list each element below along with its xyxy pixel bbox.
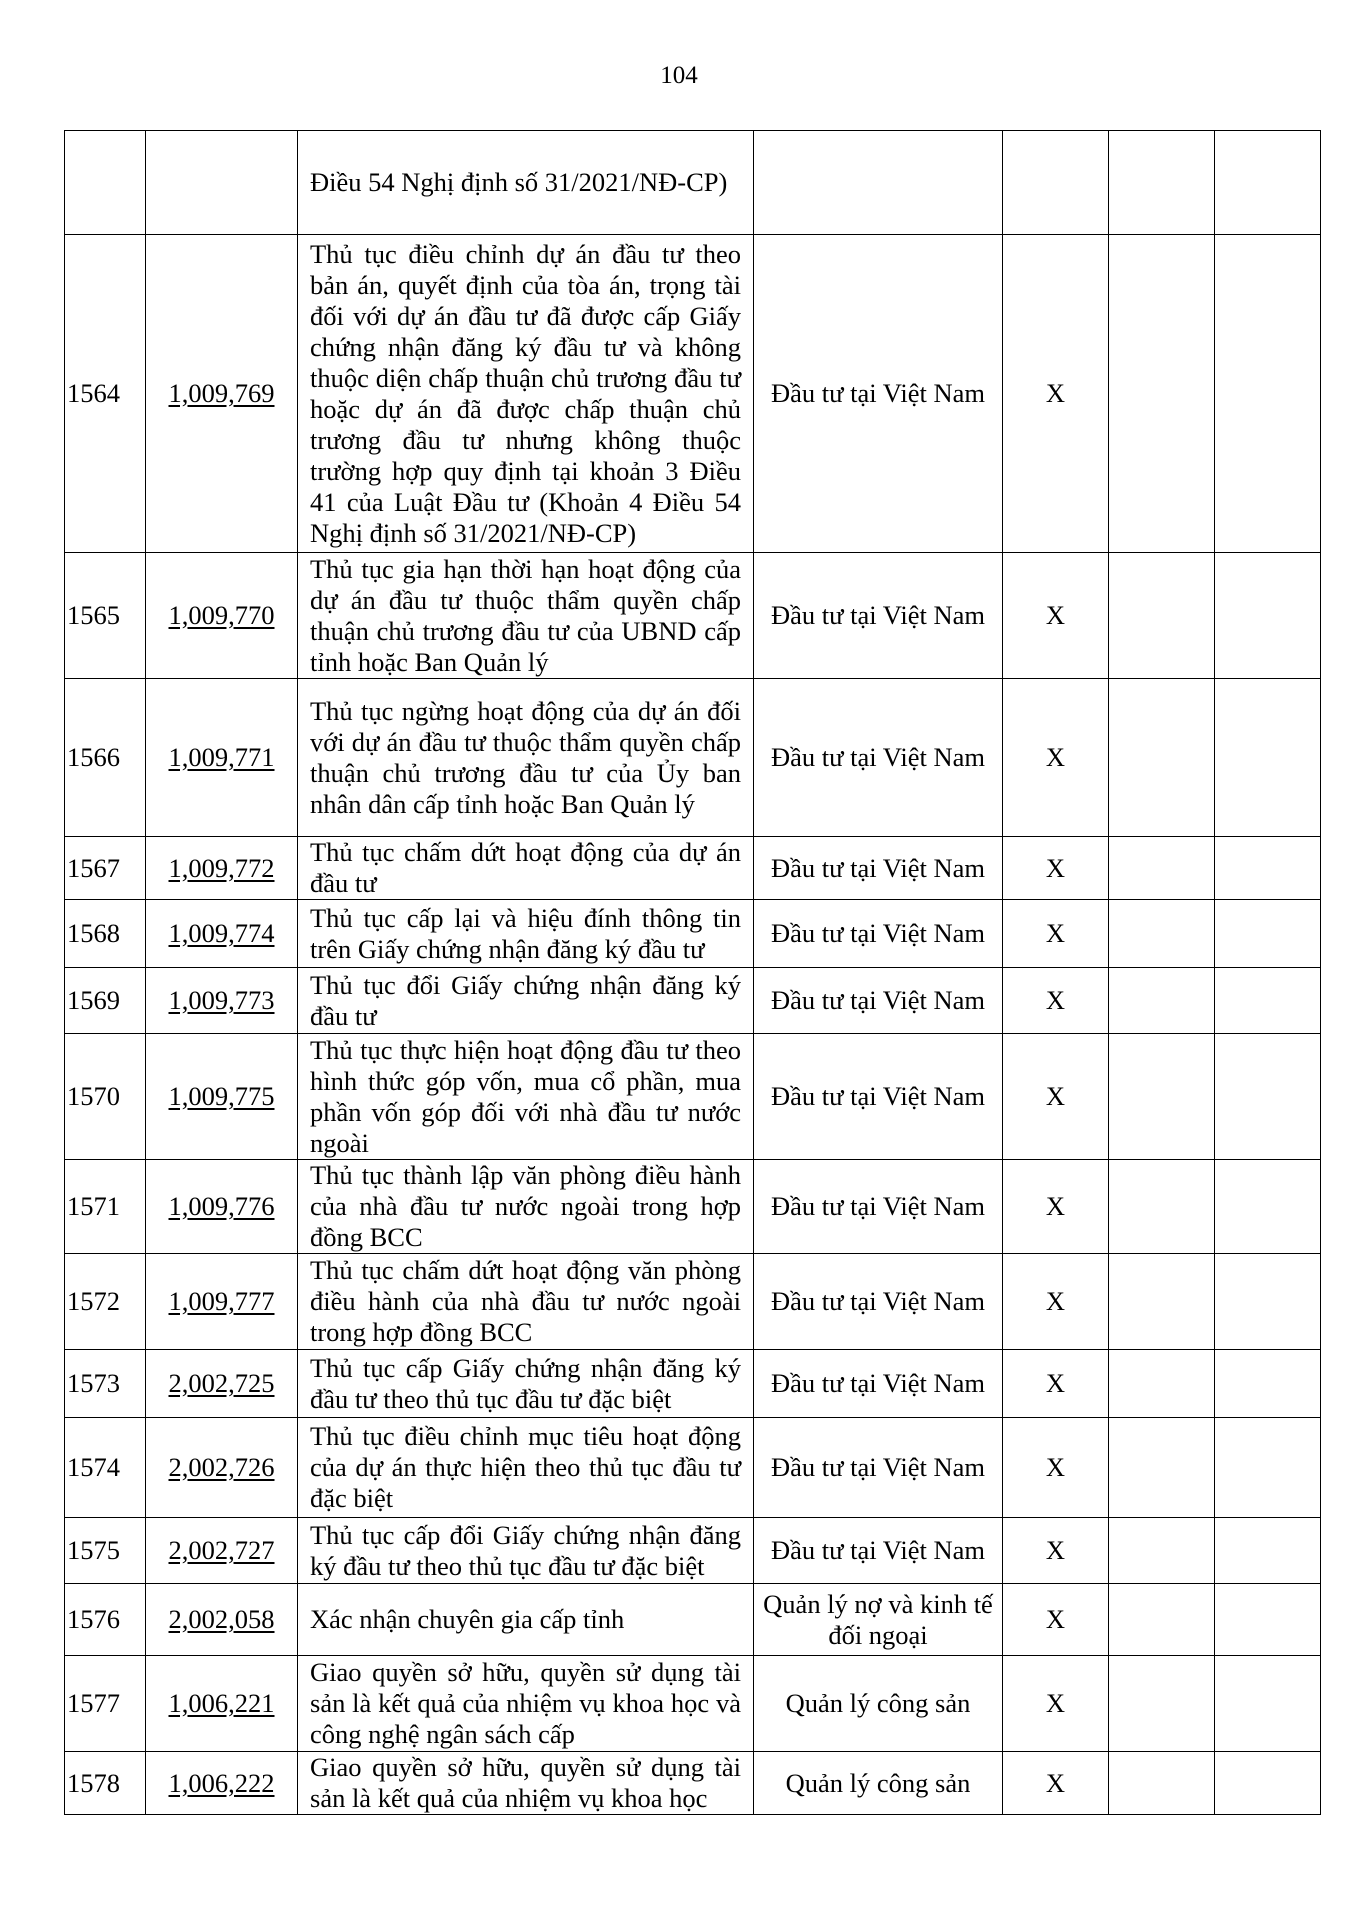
field-cell: Đầu tư tại Việt Nam	[754, 1160, 1003, 1254]
row-number-cell: 1567	[65, 837, 146, 900]
level-mark-cell: X	[1003, 900, 1109, 968]
table-row	[65, 235, 1321, 553]
procedure-name-cell: Thủ tục điều chỉnh dự án đầu tư theo bản án, quyết định của tòa án, trọng tài đối với dự án đầu tư đã được cấp Giấy chứng nhận đăng ký đầu tư và không thuộc diện chấp thuận chủ trương đầu tư hoặc dự án đã được chấp thuận chủ trương đầu tư nhưng không thuộc trường hợp quy định tại khoản 3 Điều 41 của Luật Đầu tư (Khoản 4 Điều 54 Nghị định số 31/2021/NĐ-CP)	[298, 235, 754, 553]
empty-cell	[1215, 235, 1321, 553]
procedure-name-cell: Xác nhận chuyên gia cấp tỉnh	[298, 1584, 754, 1656]
procedure-name-cell: Thủ tục đổi Giấy chứng nhận đăng ký đầu tư	[298, 968, 754, 1034]
empty-cell	[1109, 1418, 1215, 1518]
table-row	[65, 900, 1321, 968]
procedure-code-cell-text: 2,002,726	[168, 1452, 275, 1482]
procedure-code-cell	[146, 1254, 298, 1350]
procedure-code-cell-text: 1,009,770	[168, 600, 275, 630]
level-mark-cell: X	[1003, 1254, 1109, 1350]
field-cell: Đầu tư tại Việt Nam	[754, 1518, 1003, 1584]
row-number-cell: 1565	[65, 553, 146, 679]
level-mark-cell: X	[1003, 837, 1109, 900]
row-number-cell: 1576	[65, 1584, 146, 1656]
level-mark-cell: X	[1003, 1034, 1109, 1160]
level-mark-cell: X	[1003, 1752, 1109, 1815]
procedure-code-cell	[146, 837, 298, 900]
empty-cell	[1109, 131, 1215, 235]
empty-cell	[1215, 837, 1321, 900]
empty-cell	[1109, 1584, 1215, 1656]
procedure-code-cell-text: 1,009,773	[168, 985, 275, 1015]
level-mark-cell: X	[1003, 679, 1109, 837]
procedure-code-cell-text: 1,006,221	[168, 1688, 275, 1718]
field-cell: Đầu tư tại Việt Nam	[754, 837, 1003, 900]
field-cell: Đầu tư tại Việt Nam	[754, 968, 1003, 1034]
procedure-code-cell	[146, 1656, 298, 1752]
field-cell: Đầu tư tại Việt Nam	[754, 553, 1003, 679]
procedure-code-cell	[146, 968, 298, 1034]
row-number-cell: 1570	[65, 1034, 146, 1160]
procedure-code-cell-text: 2,002,725	[168, 1368, 275, 1398]
table-row	[65, 1518, 1321, 1584]
level-mark-cell: X	[1003, 1518, 1109, 1584]
procedure-name-cell: Thủ tục chấm dứt hoạt động của dự án đầu tư	[298, 837, 754, 900]
procedure-name-cell: Thủ tục ngừng hoạt động của dự án đối với dự án đầu tư thuộc thẩm quyền chấp thuận chủ trương đầu tư của Ủy ban nhân dân cấp tỉnh hoặc Ban Quản lý	[298, 679, 754, 837]
field-cell: Đầu tư tại Việt Nam	[754, 235, 1003, 553]
row-number-cell: 1574	[65, 1418, 146, 1518]
procedure-name-cell: Thủ tục gia hạn thời hạn hoạt động của dự án đầu tư thuộc thẩm quyền chấp thuận chủ trương đầu tư của UBND cấp tỉnh hoặc Ban Quản lý	[298, 553, 754, 679]
field-cell: Quản lý nợ và kinh tế đối ngoại	[754, 1584, 1003, 1656]
empty-cell	[1109, 1160, 1215, 1254]
procedure-code-cell-text: 1,009,774	[168, 918, 275, 948]
procedure-code-cell	[146, 1752, 298, 1815]
procedure-table	[64, 130, 1321, 1815]
procedure-name-cell: Điều 54 Nghị định số 31/2021/NĐ-CP)	[298, 131, 754, 235]
empty-cell	[1215, 1254, 1321, 1350]
field-cell: Đầu tư tại Việt Nam	[754, 1418, 1003, 1518]
table-row	[65, 1160, 1321, 1254]
empty-cell	[1109, 900, 1215, 968]
procedure-code-cell	[146, 131, 298, 235]
field-cell: Đầu tư tại Việt Nam	[754, 900, 1003, 968]
empty-cell	[1109, 837, 1215, 900]
empty-cell	[1215, 1518, 1321, 1584]
field-cell: Đầu tư tại Việt Nam	[754, 1254, 1003, 1350]
procedure-code-cell-text: 2,002,058	[168, 1604, 275, 1634]
empty-cell	[1215, 900, 1321, 968]
procedure-code-cell-text: 1,009,775	[168, 1081, 275, 1111]
row-number-cell: 1568	[65, 900, 146, 968]
level-mark-cell: X	[1003, 1418, 1109, 1518]
empty-cell	[1109, 968, 1215, 1034]
procedure-name-cell: Giao quyền sở hữu, quyền sử dụng tài sản là kết quả của nhiệm vụ khoa học và công nghệ ngân sách cấp	[298, 1656, 754, 1752]
procedure-code-cell-text: 1,006,222	[168, 1767, 275, 1798]
procedure-code-cell	[146, 900, 298, 968]
row-number-cell: 1577	[65, 1656, 146, 1752]
empty-cell	[1109, 1034, 1215, 1160]
level-mark-cell: X	[1003, 553, 1109, 679]
procedure-name-cell: Thủ tục thành lập văn phòng điều hành của nhà đầu tư nước ngoài trong hợp đồng BCC	[298, 1160, 754, 1254]
procedure-name-cell: Thủ tục điều chỉnh mục tiêu hoạt động của dự án thực hiện theo thủ tục đầu tư đặc biệt	[298, 1418, 754, 1518]
row-number-cell: 1573	[65, 1350, 146, 1418]
empty-cell	[1109, 235, 1215, 553]
level-mark-cell: X	[1003, 1584, 1109, 1656]
level-mark-cell	[1003, 131, 1109, 235]
empty-cell	[1215, 1656, 1321, 1752]
field-cell: Quản lý công sản	[754, 1656, 1003, 1752]
table-row	[65, 131, 1321, 235]
field-cell: Đầu tư tại Việt Nam	[754, 1034, 1003, 1160]
row-number-cell: 1571	[65, 1160, 146, 1254]
row-number-cell: 1564	[65, 235, 146, 553]
empty-cell	[1215, 1160, 1321, 1254]
level-mark-cell: X	[1003, 1350, 1109, 1418]
empty-cell	[1215, 679, 1321, 837]
empty-cell	[1215, 1034, 1321, 1160]
empty-cell	[1215, 968, 1321, 1034]
procedure-name-cell: Thủ tục cấp đổi Giấy chứng nhận đăng ký đầu tư theo thủ tục đầu tư đặc biệt	[298, 1518, 754, 1584]
table-row	[65, 1254, 1321, 1350]
table-row	[65, 1418, 1321, 1518]
procedure-code-cell-text: 1,009,769	[168, 378, 275, 408]
table-row	[65, 1034, 1321, 1160]
table-row	[65, 1584, 1321, 1656]
procedure-code-cell-text: 1,009,771	[168, 742, 275, 772]
empty-cell	[1215, 1350, 1321, 1418]
empty-cell	[1215, 1584, 1321, 1656]
field-cell: Quản lý công sản	[754, 1752, 1003, 1815]
empty-cell	[1109, 1518, 1215, 1584]
empty-cell	[1109, 1656, 1215, 1752]
empty-cell	[1215, 1752, 1321, 1815]
procedure-code-cell	[146, 1418, 298, 1518]
empty-cell	[1215, 131, 1321, 235]
field-cell: Đầu tư tại Việt Nam	[754, 679, 1003, 837]
table-row	[65, 553, 1321, 679]
procedure-code-cell	[146, 1160, 298, 1254]
empty-cell	[1109, 679, 1215, 837]
field-cell: Đầu tư tại Việt Nam	[754, 1350, 1003, 1418]
empty-cell	[1109, 1254, 1215, 1350]
procedure-code-cell	[146, 1350, 298, 1418]
table-row	[65, 679, 1321, 837]
empty-cell	[1215, 553, 1321, 679]
procedure-code-cell	[146, 1584, 298, 1656]
procedure-code-cell	[146, 235, 298, 553]
level-mark-cell: X	[1003, 1656, 1109, 1752]
row-number-cell: 1566	[65, 679, 146, 837]
row-number-cell: 1575	[65, 1518, 146, 1584]
procedure-code-cell	[146, 679, 298, 837]
empty-cell	[1215, 1418, 1321, 1518]
procedure-code-cell-text: 1,009,776	[168, 1191, 275, 1221]
procedure-name-cell: Thủ tục cấp lại và hiệu đính thông tin trên Giấy chứng nhận đăng ký đầu tư	[298, 900, 754, 968]
empty-cell	[1109, 1752, 1215, 1815]
field-cell	[754, 131, 1003, 235]
level-mark-cell: X	[1003, 968, 1109, 1034]
procedure-name-cell: Thủ tục thực hiện hoạt động đầu tư theo hình thức góp vốn, mua cổ phần, mua phần vốn góp đối với nhà đầu tư nước ngoài	[298, 1034, 754, 1160]
procedure-name-cell: Giao quyền sở hữu, quyền sử dụng tài sản là kết quả của nhiệm vụ khoa học	[298, 1752, 754, 1815]
empty-cell	[1109, 1350, 1215, 1418]
row-number-cell: 1578	[65, 1752, 146, 1815]
table-row	[65, 1656, 1321, 1752]
procedure-code-cell	[146, 553, 298, 679]
table-row	[65, 837, 1321, 900]
procedure-code-cell-text: 1,009,772	[168, 852, 275, 883]
row-number-cell: 1569	[65, 968, 146, 1034]
table-row	[65, 1752, 1321, 1815]
procedure-name-cell: Thủ tục chấm dứt hoạt động văn phòng điều hành của nhà đầu tư nước ngoài trong hợp đồng BCC	[298, 1254, 754, 1350]
page-number: 104	[660, 62, 698, 89]
procedure-code-cell-text: 1,009,777	[168, 1286, 275, 1316]
row-number-cell: 1572	[65, 1254, 146, 1350]
table-row	[65, 1350, 1321, 1418]
procedure-code-cell-text: 2,002,727	[168, 1535, 275, 1565]
procedure-code-cell	[146, 1518, 298, 1584]
table-row	[65, 968, 1321, 1034]
row-number-cell	[65, 131, 146, 235]
empty-cell	[1109, 553, 1215, 679]
level-mark-cell: X	[1003, 1160, 1109, 1254]
procedure-code-cell	[146, 1034, 298, 1160]
procedure-name-cell: Thủ tục cấp Giấy chứng nhận đăng ký đầu tư theo thủ tục đầu tư đặc biệt	[298, 1350, 754, 1418]
level-mark-cell: X	[1003, 235, 1109, 553]
